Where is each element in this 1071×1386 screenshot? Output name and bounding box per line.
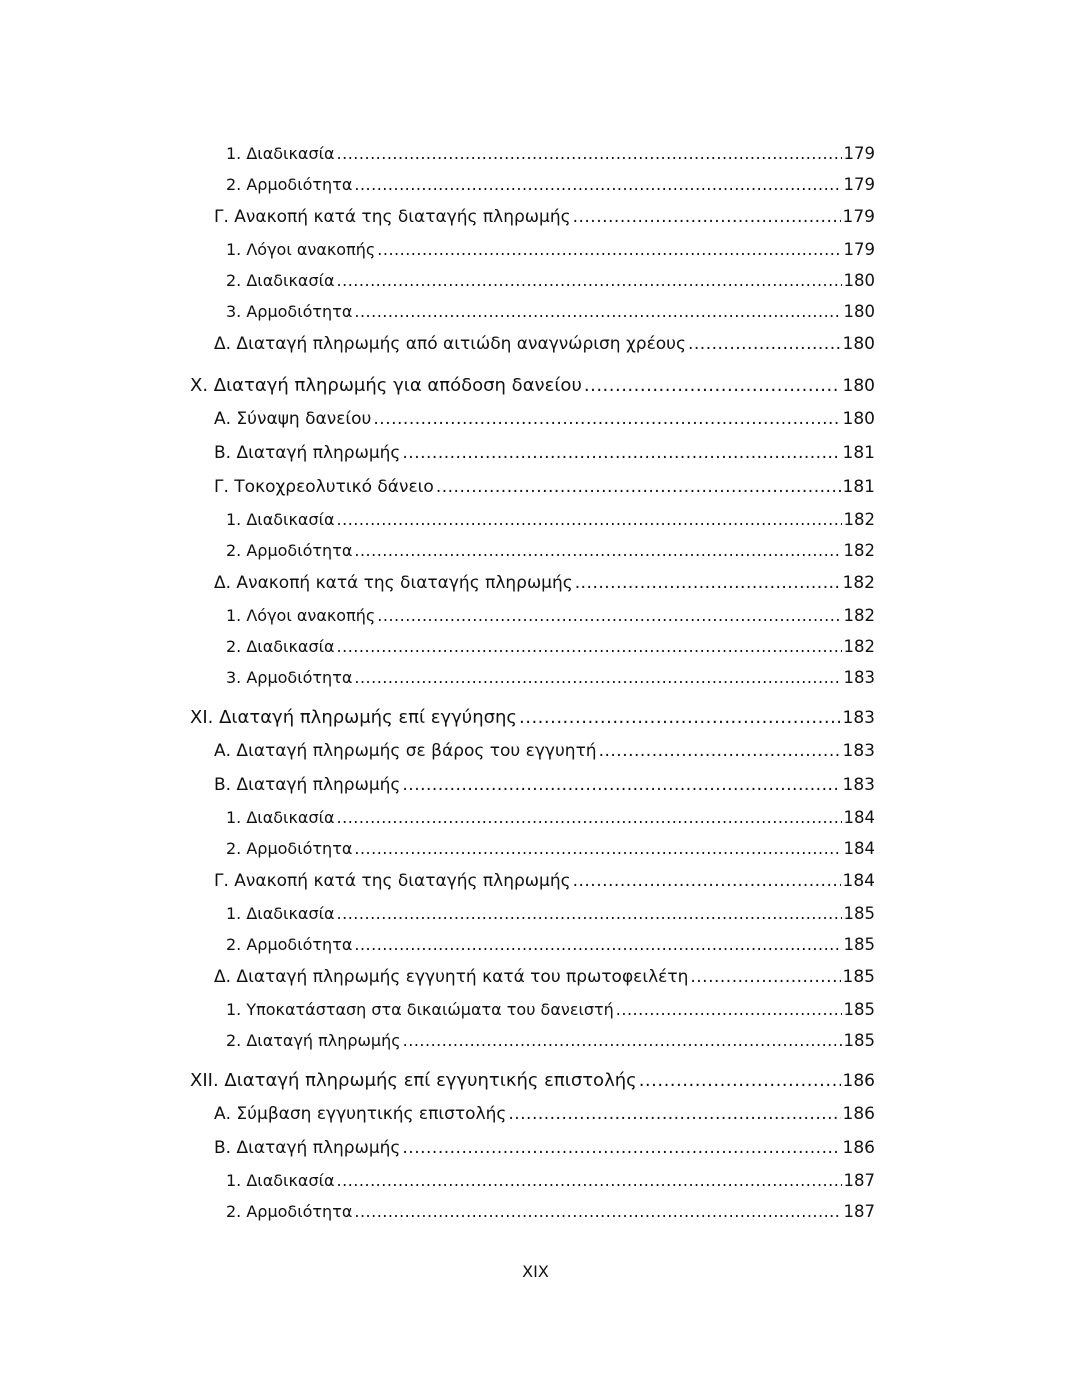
toc-entry-page-number: 182 [843, 637, 875, 656]
toc-entry-page-number: 185 [843, 1000, 875, 1019]
toc-entry-title: Α. Σύναψη δανείου [214, 409, 372, 429]
toc-entry-title: 1. Διαδικασία [226, 1171, 335, 1190]
dot-leader [373, 402, 840, 436]
toc-entry-page-number: 185 [842, 967, 875, 987]
dot-leader [402, 436, 840, 470]
toc-entry-page-number: 180 [842, 334, 875, 354]
toc-entry [0, 566, 1071, 600]
toc-entry-title: 1. Διαδικασία [226, 510, 335, 529]
toc-entry [0, 662, 1071, 693]
toc-entry [0, 864, 1071, 898]
dot-leader [337, 504, 842, 535]
page-number-footer: XIX [522, 1262, 549, 1281]
toc-entry [0, 802, 1071, 833]
toc-entry [0, 504, 1071, 535]
toc-entry-title: 2. Διαδικασία [226, 637, 335, 656]
toc-entry [0, 402, 1071, 436]
toc-entry-page-number: 182 [843, 541, 875, 560]
dot-leader [403, 1025, 842, 1056]
toc-entry-title: 3. Αρμοδιότητα [226, 668, 353, 687]
table-of-contents [0, 138, 1071, 1227]
dot-leader [575, 566, 841, 600]
toc-entry-title: Γ. Ανακοπή κατά της διαταγής πληρωμής [214, 207, 571, 227]
dot-leader [377, 234, 841, 265]
toc-entry [0, 296, 1071, 327]
toc-entry-title: 2. Διαδικασία [226, 271, 335, 290]
toc-entry-page-number: 180 [843, 302, 875, 321]
toc-entry [0, 470, 1071, 504]
toc-entry-page-number: 180 [843, 271, 875, 290]
toc-entry-title: 1. Διαδικασία [226, 808, 335, 827]
toc-entry [0, 1097, 1071, 1131]
toc-entry-title: Δ. Διαταγή πληρωμής εγγυητή κατά του πρωτοφειλέτη [214, 967, 689, 987]
toc-entry-title: Δ. Ανακοπή κατά της διαταγής πληρωμής [214, 573, 573, 593]
toc-entry-title: 1. Διαδικασία [226, 904, 335, 923]
toc-entry [0, 265, 1071, 296]
dot-leader [337, 631, 842, 662]
toc-entry-page-number: 179 [842, 207, 875, 227]
toc-entry-page-number: 183 [842, 741, 875, 761]
dot-leader [639, 1064, 841, 1097]
toc-entry-title: 2. Αρμοδιότητα [226, 175, 353, 194]
toc-entry-page-number: 179 [843, 144, 875, 163]
toc-entry [0, 535, 1071, 566]
toc-entry-title: Δ. Διαταγή πληρωμής από αιτιώδη αναγνώριση χρέους [214, 334, 686, 354]
toc-entry-page-number: 184 [843, 839, 875, 858]
toc-entry-title: XI. Διαταγή πληρωμής επί εγγύησης [190, 707, 517, 728]
toc-entry-page-number: 183 [843, 668, 875, 687]
toc-entry-page-number: 185 [843, 935, 875, 954]
toc-entry [0, 898, 1071, 929]
toc-entry [0, 929, 1071, 960]
dot-leader [377, 600, 841, 631]
dot-leader [573, 200, 841, 234]
toc-entry-page-number: 185 [843, 904, 875, 923]
toc-entry-page-number: 184 [843, 808, 875, 827]
toc-entry [0, 1025, 1071, 1056]
dot-leader [354, 535, 841, 566]
toc-entry-title: Β. Διαταγή πληρωμής [214, 443, 401, 463]
toc-entry-page-number: 184 [842, 871, 875, 891]
toc-entry-page-number: 183 [842, 708, 875, 728]
toc-entry-title: Γ. Τοκοχρεολυτικό δάνειο [214, 477, 434, 497]
toc-entry [0, 169, 1071, 200]
toc-entry-title: 2. Αρμοδιότητα [226, 839, 353, 858]
toc-entry [0, 1064, 1071, 1097]
dot-leader [354, 929, 841, 960]
toc-entry-page-number: 186 [842, 1104, 875, 1124]
dot-leader [354, 169, 841, 200]
dot-leader [508, 1097, 840, 1131]
toc-entry [0, 833, 1071, 864]
toc-entry-title: Β. Διαταγή πληρωμής [214, 1138, 401, 1158]
toc-entry-page-number: 186 [842, 1071, 875, 1091]
toc-entry-title: 2. Αρμοδιότητα [226, 1202, 353, 1221]
toc-entry [0, 960, 1071, 994]
toc-entry-page-number: 179 [843, 175, 875, 194]
toc-entry [0, 436, 1071, 470]
toc-entry-page-number: 182 [843, 510, 875, 529]
toc-entry-page-number: 182 [842, 573, 875, 593]
dot-leader [402, 768, 840, 802]
toc-entry-page-number: 187 [843, 1171, 875, 1190]
toc-entry-title: 2. Αρμοδιότητα [226, 935, 353, 954]
toc-entry [0, 994, 1071, 1025]
toc-entry-title: 2. Αρμοδιότητα [226, 541, 353, 560]
toc-entry [0, 200, 1071, 234]
toc-entry [0, 1196, 1071, 1227]
toc-entry-page-number: 181 [842, 477, 875, 497]
toc-entry-title: Γ. Ανακοπή κατά της διαταγής πληρωμής [214, 871, 571, 891]
toc-entry [0, 701, 1071, 734]
toc-entry-page-number: 180 [842, 376, 875, 396]
dot-leader [688, 327, 841, 361]
dot-leader [337, 1165, 842, 1196]
dot-leader [584, 369, 841, 402]
dot-leader [337, 265, 842, 296]
dot-leader [354, 662, 841, 693]
toc-entry [0, 1165, 1071, 1196]
toc-entry-page-number: 185 [843, 1031, 875, 1050]
dot-leader [402, 1131, 840, 1165]
toc-entry-page-number: 186 [842, 1138, 875, 1158]
toc-entry-title: Α. Σύμβαση εγγυητικής επιστολής [214, 1104, 507, 1124]
dot-leader [354, 1196, 841, 1227]
dot-leader [519, 701, 841, 734]
toc-entry-title: X. Διαταγή πληρωμής για απόδοση δανείου [190, 375, 582, 396]
toc-entry [0, 734, 1071, 768]
toc-entry [0, 369, 1071, 402]
toc-entry-title: 1. Λόγοι ανακοπής [226, 606, 376, 625]
dot-leader [337, 898, 842, 929]
dot-leader [599, 734, 841, 768]
toc-entry [0, 600, 1071, 631]
toc-entry [0, 1131, 1071, 1165]
dot-leader [337, 802, 842, 833]
toc-entry-page-number: 181 [842, 443, 875, 463]
dot-leader [573, 864, 841, 898]
toc-entry-title: 1. Λόγοι ανακοπής [226, 240, 376, 259]
toc-entry-page-number: 183 [842, 775, 875, 795]
toc-entry-title: 3. Αρμοδιότητα [226, 302, 353, 321]
toc-entry-title: XII. Διαταγή πληρωμής επί εγγυητικής επιστολής [190, 1070, 637, 1091]
toc-entry-title: Α. Διαταγή πληρωμής σε βάρος του εγγυητή [214, 741, 597, 761]
toc-entry-page-number: 179 [843, 240, 875, 259]
toc-entry-title: 1. Υποκατάσταση στα δικαιώματα του δανειστή [226, 1000, 614, 1019]
toc-entry-page-number: 180 [842, 409, 875, 429]
toc-entry [0, 768, 1071, 802]
dot-leader [436, 470, 841, 504]
toc-entry-title: 1. Διαδικασία [226, 144, 335, 163]
dot-leader [337, 138, 842, 169]
dot-leader [354, 833, 841, 864]
toc-entry [0, 631, 1071, 662]
toc-entry [0, 327, 1071, 361]
toc-entry-title: 2. Διαταγή πληρωμής [226, 1031, 401, 1050]
toc-entry [0, 138, 1071, 169]
toc-entry [0, 234, 1071, 265]
toc-entry-page-number: 182 [843, 606, 875, 625]
dot-leader [690, 960, 840, 994]
toc-entry-title: Β. Διαταγή πληρωμής [214, 775, 401, 795]
dot-leader [354, 296, 841, 327]
dot-leader [616, 994, 842, 1025]
toc-entry-page-number: 187 [843, 1202, 875, 1221]
